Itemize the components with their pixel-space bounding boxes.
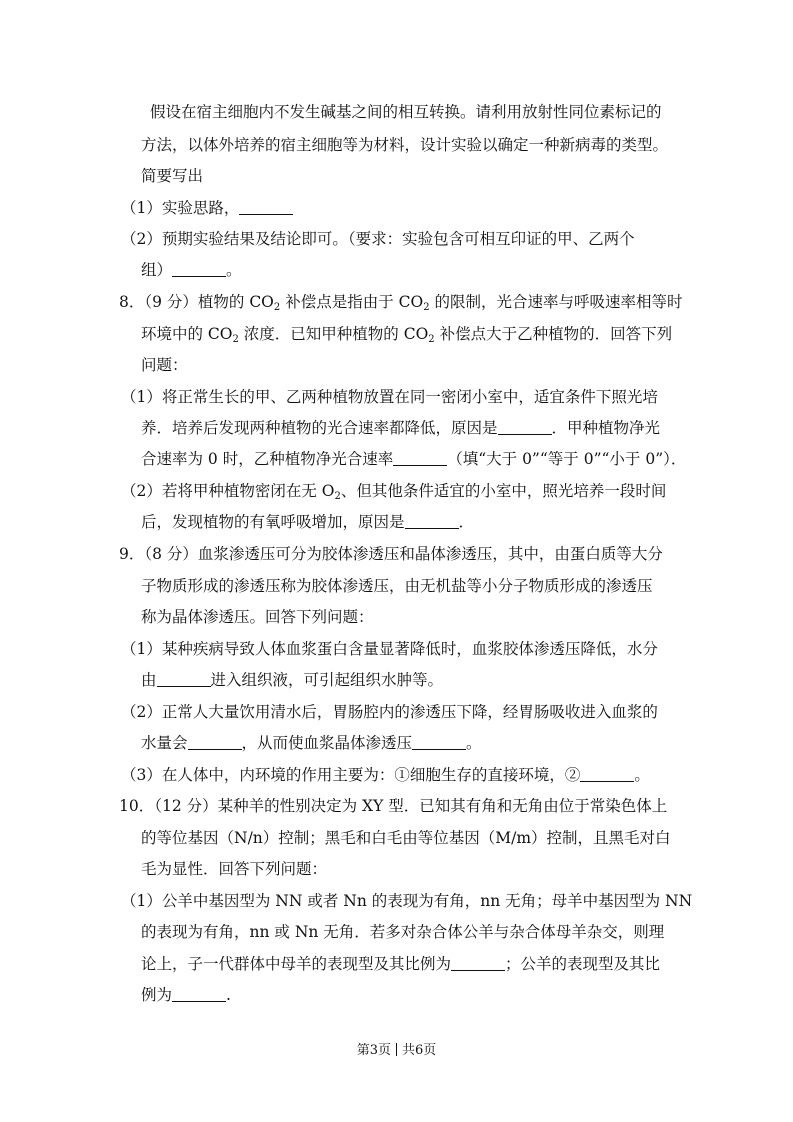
q9-text: ，从而使血浆晶体渗透压: [241, 734, 413, 752]
q10-sub1-line-1: （1）公羊中基因型为 NN 或者 Nn 的表现为有角，nn 无角；母羊中基因型为 NN: [121, 892, 693, 910]
q8-text: 补偿点大于乙种植物的．回答下列: [434, 325, 673, 343]
q10-line-1: 10．（12 分）某种羊的性别决定为 XY 型．已知其有角和无角由位于常染色体上: [119, 797, 668, 815]
answer-blank[interactable]: [405, 513, 459, 529]
q9-text: 由: [141, 671, 157, 689]
q10-text: 论上，子一代群体中母羊的表现型及其比例为: [141, 955, 452, 973]
q8-text: 合速率为 0 时，乙种植物净光合速率: [141, 450, 394, 468]
intro-part-1-text: （1）实验思路，: [121, 199, 240, 217]
subscript: 2: [428, 334, 435, 345]
answer-blank[interactable]: [157, 671, 211, 687]
q8-text: 后，发现植物的有氧呼吸增加，原因是: [141, 513, 405, 531]
q8-text: 8．（9 分）植物的 CO: [119, 293, 274, 311]
q8-sub1-line-3: [141, 449, 686, 469]
q8-text: ．甲种植物净光: [551, 419, 661, 437]
subscript: 2: [423, 302, 430, 313]
q8-text: 养．培养后发现两种植物的光合速率都降低，原因是: [141, 419, 498, 437]
footer-divider: [396, 1043, 397, 1056]
q9-sub1-line-1: （1）某种疾病导致人体血浆蛋白含量显著降低时，血浆胶体渗透压降低，水分: [121, 640, 658, 658]
intro-line-2: 方法，以体外培养的宿主细胞等为材料，设计实验以确定一种新病毒的类型。: [141, 136, 669, 154]
answer-blank[interactable]: [412, 734, 466, 750]
intro-part-2-text: 组）: [141, 261, 173, 279]
q9-text: （3）在人体中，内环境的作用主要为：①细胞生存的直接环境，②: [121, 766, 581, 784]
q9-sub2-line-1: （2）正常人大量饮用清水后，胃肠腔内的渗透压下降，经胃肠吸收进入血浆的: [121, 703, 658, 721]
page-total: 共6页: [402, 1043, 437, 1058]
punct: 。: [226, 261, 242, 279]
q10-sub1-line-3: [141, 954, 660, 974]
q8-text: 补偿点是指由于 CO: [280, 293, 424, 311]
q8-text: 环境中的 CO: [141, 325, 233, 343]
q8-text: 、但其他条件适宜的小室中，照光培养一段时间: [340, 482, 667, 500]
answer-blank[interactable]: [393, 450, 447, 466]
q8-sub1-line-2: [141, 418, 660, 438]
q9-text: 水量会: [141, 734, 188, 752]
intro-line-3: 简要写出: [141, 167, 204, 185]
subscript: 2: [273, 302, 281, 313]
punct: 。: [634, 766, 650, 784]
intro-part-2-line-2: [141, 260, 242, 280]
subscript: 2: [334, 491, 341, 502]
answer-blank[interactable]: [451, 955, 505, 971]
q9-line-2: 子物质形成的渗透压称为胶体渗透压，由无机盐等小分子物质形成的渗透压: [141, 577, 653, 595]
q10-line-3: 毛为显性．回答下列问题：: [141, 860, 328, 878]
intro-line-1: 假设在宿主细胞内不发生碱基之间的相互转换。请利用放射性同位素标记的: [150, 103, 662, 121]
intro-part-2-line-1: （2）预期实验结果及结论即可。（要求：实验包含可相互印证的甲、乙两个: [121, 230, 635, 248]
answer-blank[interactable]: [172, 261, 226, 277]
answer-blank[interactable]: [580, 766, 634, 782]
q8-text: ．: [458, 513, 475, 531]
q9-sub1-line-2: [141, 670, 443, 690]
q8-sub1-line-1: （1）将正常生长的甲、乙两种植物放置在同一密闭小室中，适宜条件下照光培: [121, 388, 658, 406]
q9-text: 进入组织液，可引起组织水肿等。: [210, 671, 444, 689]
q8-text: （2）若将甲种植物密闭在无 O: [121, 482, 335, 500]
q8-text: 浓度．已知甲种植物的 CO: [238, 325, 429, 343]
q9-line-3: 称为晶体渗透压。回答下列问题：: [141, 608, 374, 626]
punct: 。: [466, 734, 482, 752]
q10-sub1-line-4: [141, 985, 231, 1005]
q8-line-3: 问题：: [141, 356, 188, 374]
q9-sub2-line-2: [141, 733, 482, 753]
page-footer: [0, 1042, 793, 1060]
punct: .: [226, 986, 231, 1004]
page-number: 第3页: [356, 1043, 391, 1058]
q8-sub2-line-2: [141, 512, 474, 532]
answer-blank[interactable]: [239, 199, 293, 215]
q8-sub2-line-1: [121, 481, 666, 501]
answer-blank[interactable]: [498, 419, 552, 435]
q8-text: 的限制，光合速率与呼吸速率相等时: [429, 293, 683, 311]
q10-line-2: 的等位基因（N/n）控制；黑毛和白毛由等位基因（M/m）控制，且黑毛对白: [141, 829, 671, 847]
q8-line-2: [141, 324, 672, 344]
q8-line-1: [119, 292, 683, 312]
q10-sub1-line-2: 的表现为有角，nn 或 Nn 无角．若多对杂合体公羊与杂合体母羊杂交，则理: [141, 923, 665, 941]
answer-blank[interactable]: [188, 734, 242, 750]
q9-line-1: 9．（8 分）血浆渗透压可分为胶体渗透压和晶体渗透压，其中，由蛋白质等大分: [119, 545, 663, 563]
q10-text: ；公羊的表现型及其比: [505, 955, 661, 973]
intro-part-1: [121, 198, 293, 218]
q10-text: 例为: [141, 986, 173, 1004]
subscript: 2: [232, 334, 239, 345]
q8-text: （填“大于 0”“等于 0”“小于 0”）．: [447, 450, 687, 468]
answer-blank[interactable]: [172, 986, 226, 1002]
q9-sub3: [121, 765, 650, 785]
